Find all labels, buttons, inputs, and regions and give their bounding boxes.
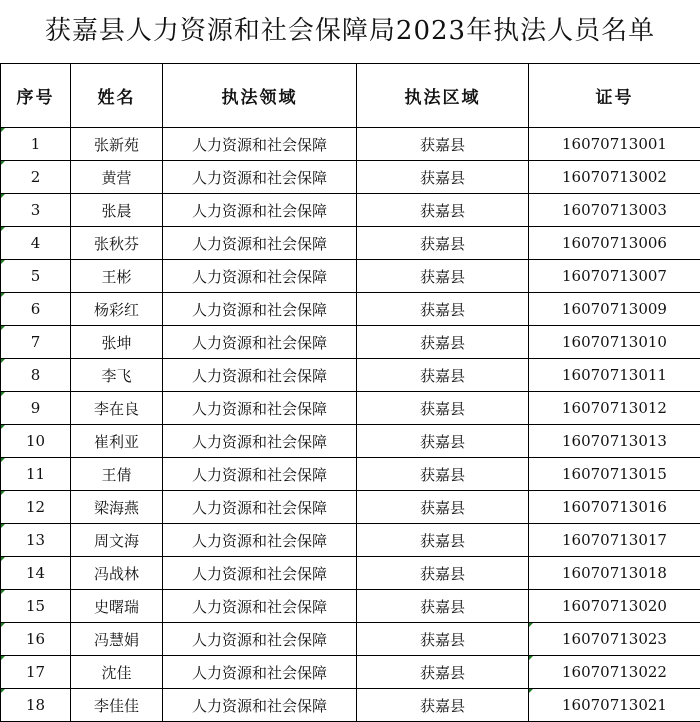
- cell-field: 人力资源和社会保障: [163, 689, 357, 722]
- cell-name: 周文海: [71, 524, 163, 557]
- table-row: [1, 524, 700, 557]
- cell-no: 18: [1, 689, 71, 722]
- page-title: 获嘉县人力资源和社会保障局2023年执法人员名单: [0, 0, 700, 63]
- cell-cert: 16070713022: [529, 656, 700, 689]
- table-row: [1, 326, 700, 359]
- cell-area: 获嘉县: [357, 656, 529, 689]
- cell-name: 史曙瑞: [71, 590, 163, 623]
- cell-no: 1: [1, 128, 71, 161]
- table-row: [1, 458, 700, 491]
- table-row: [1, 491, 700, 524]
- cell-cert: 16070713018: [529, 557, 700, 590]
- cell-no: 17: [1, 656, 71, 689]
- table-row: [1, 227, 700, 260]
- table-row: [1, 194, 700, 227]
- cell-field: 人力资源和社会保障: [163, 458, 357, 491]
- cell-field: 人力资源和社会保障: [163, 425, 357, 458]
- cell-field: 人力资源和社会保障: [163, 194, 357, 227]
- cell-area: 获嘉县: [357, 491, 529, 524]
- column-header-field: 执法领域: [163, 64, 357, 128]
- cell-name: 王彬: [71, 260, 163, 293]
- column-header-name: 姓名: [71, 64, 163, 128]
- cell-no: 3: [1, 194, 71, 227]
- table-row: [1, 557, 700, 590]
- cell-area: 获嘉县: [357, 326, 529, 359]
- cell-area: 获嘉县: [357, 128, 529, 161]
- cell-field: 人力资源和社会保障: [163, 557, 357, 590]
- cell-no: 8: [1, 359, 71, 392]
- cell-area: 获嘉县: [357, 227, 529, 260]
- cell-field: 人力资源和社会保障: [163, 293, 357, 326]
- table-row: [1, 623, 700, 656]
- cell-area: 获嘉县: [357, 194, 529, 227]
- cell-cert: 16070713015: [529, 458, 700, 491]
- table-row: [1, 128, 700, 161]
- cell-cert: 16070713007: [529, 260, 700, 293]
- cell-field: 人力资源和社会保障: [163, 260, 357, 293]
- cell-name: 李在良: [71, 392, 163, 425]
- cell-field: 人力资源和社会保障: [163, 326, 357, 359]
- cell-name: 张坤: [71, 326, 163, 359]
- table-header-row: [1, 64, 700, 128]
- cell-field: 人力资源和社会保障: [163, 227, 357, 260]
- cell-area: 获嘉县: [357, 689, 529, 722]
- cell-cert: 16070713023: [529, 623, 700, 656]
- cell-cert: 16070713016: [529, 491, 700, 524]
- cell-cert: 16070713003: [529, 194, 700, 227]
- cell-no: 14: [1, 557, 71, 590]
- cell-field: 人力资源和社会保障: [163, 359, 357, 392]
- cell-name: 李飞: [71, 359, 163, 392]
- column-header-area: 执法区域: [357, 64, 529, 128]
- cell-area: 获嘉县: [357, 557, 529, 590]
- cell-cert: 16070713017: [529, 524, 700, 557]
- cell-area: 获嘉县: [357, 359, 529, 392]
- cell-cert: 16070713002: [529, 161, 700, 194]
- cell-area: 获嘉县: [357, 425, 529, 458]
- cell-cert: 16070713013: [529, 425, 700, 458]
- cell-field: 人力资源和社会保障: [163, 590, 357, 623]
- cell-area: 获嘉县: [357, 161, 529, 194]
- table-row: [1, 161, 700, 194]
- cell-field: 人力资源和社会保障: [163, 392, 357, 425]
- cell-cert: 16070713012: [529, 392, 700, 425]
- cell-field: 人力资源和社会保障: [163, 491, 357, 524]
- cell-field: 人力资源和社会保障: [163, 128, 357, 161]
- table-body: [1, 128, 700, 722]
- column-header-cert: 证号: [529, 64, 700, 128]
- cell-no: 4: [1, 227, 71, 260]
- cell-no: 13: [1, 524, 71, 557]
- cell-cert: 16070713001: [529, 128, 700, 161]
- cell-cert: 16070713021: [529, 689, 700, 722]
- cell-no: 10: [1, 425, 71, 458]
- cell-name: 崔利亚: [71, 425, 163, 458]
- cell-name: 李佳佳: [71, 689, 163, 722]
- table-row: [1, 689, 700, 722]
- cell-cert: 16070713006: [529, 227, 700, 260]
- cell-name: 张新苑: [71, 128, 163, 161]
- column-header-no: 序号: [1, 64, 71, 128]
- cell-no: 12: [1, 491, 71, 524]
- cell-area: 获嘉县: [357, 623, 529, 656]
- cell-area: 获嘉县: [357, 458, 529, 491]
- table-row: [1, 656, 700, 689]
- cell-no: 6: [1, 293, 71, 326]
- cell-name: 冯战林: [71, 557, 163, 590]
- cell-cert: 16070713009: [529, 293, 700, 326]
- table-row: [1, 392, 700, 425]
- cell-area: 获嘉县: [357, 590, 529, 623]
- cell-no: 11: [1, 458, 71, 491]
- cell-area: 获嘉县: [357, 293, 529, 326]
- cell-no: 16: [1, 623, 71, 656]
- table-row: [1, 260, 700, 293]
- table-row: [1, 293, 700, 326]
- cell-cert: 16070713020: [529, 590, 700, 623]
- cell-no: 2: [1, 161, 71, 194]
- cell-field: 人力资源和社会保障: [163, 524, 357, 557]
- cell-name: 张秋芬: [71, 227, 163, 260]
- cell-name: 沈佳: [71, 656, 163, 689]
- cell-field: 人力资源和社会保障: [163, 161, 357, 194]
- cell-no: 15: [1, 590, 71, 623]
- cell-name: 张晨: [71, 194, 163, 227]
- cell-name: 冯慧娟: [71, 623, 163, 656]
- cell-area: 获嘉县: [357, 392, 529, 425]
- cell-cert: 16070713011: [529, 359, 700, 392]
- table-row: [1, 590, 700, 623]
- cell-cert: 16070713010: [529, 326, 700, 359]
- cell-area: 获嘉县: [357, 524, 529, 557]
- cell-name: 梁海燕: [71, 491, 163, 524]
- cell-area: 获嘉县: [357, 260, 529, 293]
- personnel-table: [0, 63, 700, 722]
- cell-no: 7: [1, 326, 71, 359]
- cell-no: 9: [1, 392, 71, 425]
- cell-field: 人力资源和社会保障: [163, 623, 357, 656]
- cell-field: 人力资源和社会保障: [163, 656, 357, 689]
- cell-name: 王倩: [71, 458, 163, 491]
- cell-name: 杨彩红: [71, 293, 163, 326]
- cell-name: 黄营: [71, 161, 163, 194]
- table-row: [1, 425, 700, 458]
- table-row: [1, 359, 700, 392]
- cell-no: 5: [1, 260, 71, 293]
